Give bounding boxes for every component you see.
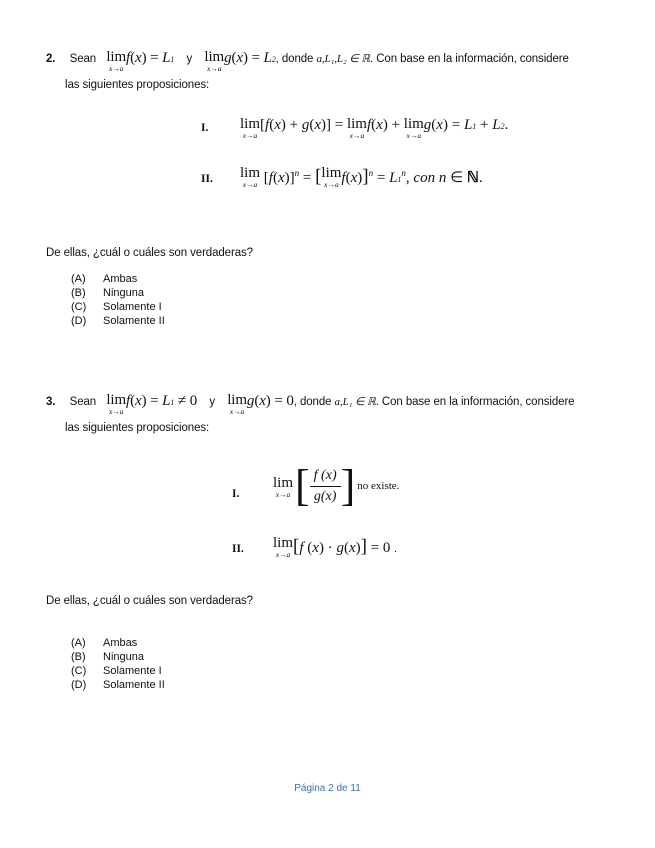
- q3-options: [71, 636, 165, 692]
- q3-option-c[interactable]: (C) Solamente I: [71, 665, 162, 677]
- q2-prop1-formula: lim x→a [f(x) + g(x)] = lim x→a f(x) + lim x→a g(x) = L1 + L2.: [240, 116, 509, 140]
- q3-y: y: [209, 396, 215, 408]
- q3-option-a[interactable]: (A) Ambas: [71, 637, 138, 649]
- q2-intro-tail: , donde: [275, 53, 314, 65]
- q2-number: 2.: [46, 53, 56, 65]
- q2-question: De ellas, ¿cuál o cuáles son verdaderas?: [46, 247, 253, 259]
- q3-prop1-formula: lim x→a [ $\frac{f (x)}{g(x)}$ ] no existe.: [273, 461, 400, 510]
- q2-lim-g: lim x→a: [204, 49, 225, 73]
- q3-no-existe: no existe.: [357, 480, 400, 492]
- q3-line2: las siguientes proposiciones:: [65, 422, 210, 434]
- q2-intro-sets: a,L₁,L₂ ∈ ℝ: [316, 53, 371, 65]
- q2-option-a[interactable]: (A) Ambas: [71, 273, 138, 285]
- q2-options: [71, 272, 165, 328]
- q3-fraction: $\frac{f (x)}{g(x)}$: [310, 468, 341, 505]
- page-footer: Página 2 de 11: [294, 783, 361, 794]
- q3-option-d[interactable]: (D) Solamente II: [71, 679, 165, 691]
- q3-lim-g: lim x→a: [227, 392, 247, 416]
- q2-prop2-label: II.: [201, 173, 213, 185]
- q3-intro-end: . Con base en la información, considere: [375, 396, 575, 408]
- q2-sean: Sean: [69, 53, 97, 65]
- q3-sean: Sean: [69, 396, 97, 408]
- q2-lim-f: lim x→a: [106, 49, 127, 73]
- q2-y: y: [186, 53, 193, 65]
- q2-prop1-label: I.: [201, 122, 209, 134]
- q3-intro-sets: a,L₁ ∈ ℝ: [334, 396, 376, 408]
- q2-option-c[interactable]: (C) Solamente I: [71, 301, 162, 313]
- q2-line2: las siguientes proposiciones:: [65, 79, 210, 91]
- q3-lim-f: lim x→a: [106, 392, 127, 416]
- q2-intro-line: 2. Sean lim x→a f(x) = L1 y lim x→a g(x) = L2, donde a,L₁,L₂ ∈ ℝ. Con base en la información, considere: [46, 49, 569, 73]
- q2-intro-end: . Con base en la información, considere: [370, 53, 569, 65]
- q3-prop1-label: I.: [232, 488, 240, 500]
- q2-prop2-formula: lim x→a $[f(x)]^n$ = [ lim x→a $f(x)]^n = L1^n$, con n ∈ ℕ.: [240, 165, 483, 189]
- q3-prop2-label: II.: [232, 543, 244, 555]
- q2-f-expr: f: [126, 50, 131, 66]
- q3-question: De ellas, ¿cuál o cuáles son verdaderas?: [46, 595, 253, 607]
- q2-option-b[interactable]: (B) Ninguna: [71, 287, 144, 299]
- q3-prop2-formula: lim x→a [f (x) · g(x)] = 0 .: [273, 535, 397, 559]
- q3-number: 3.: [46, 396, 56, 408]
- q3-intro-tail: , donde: [293, 396, 332, 408]
- q3-option-b[interactable]: (B) Ninguna: [71, 651, 144, 663]
- q3-intro-line: 3. Sean lim x→a f(x) = L1 ≠ 0 y lim x→a g(x) = 0, donde a,L₁ ∈ ℝ. Con base en la información, considere: [46, 392, 575, 416]
- q2-option-d[interactable]: (D) Solamente II: [71, 315, 165, 327]
